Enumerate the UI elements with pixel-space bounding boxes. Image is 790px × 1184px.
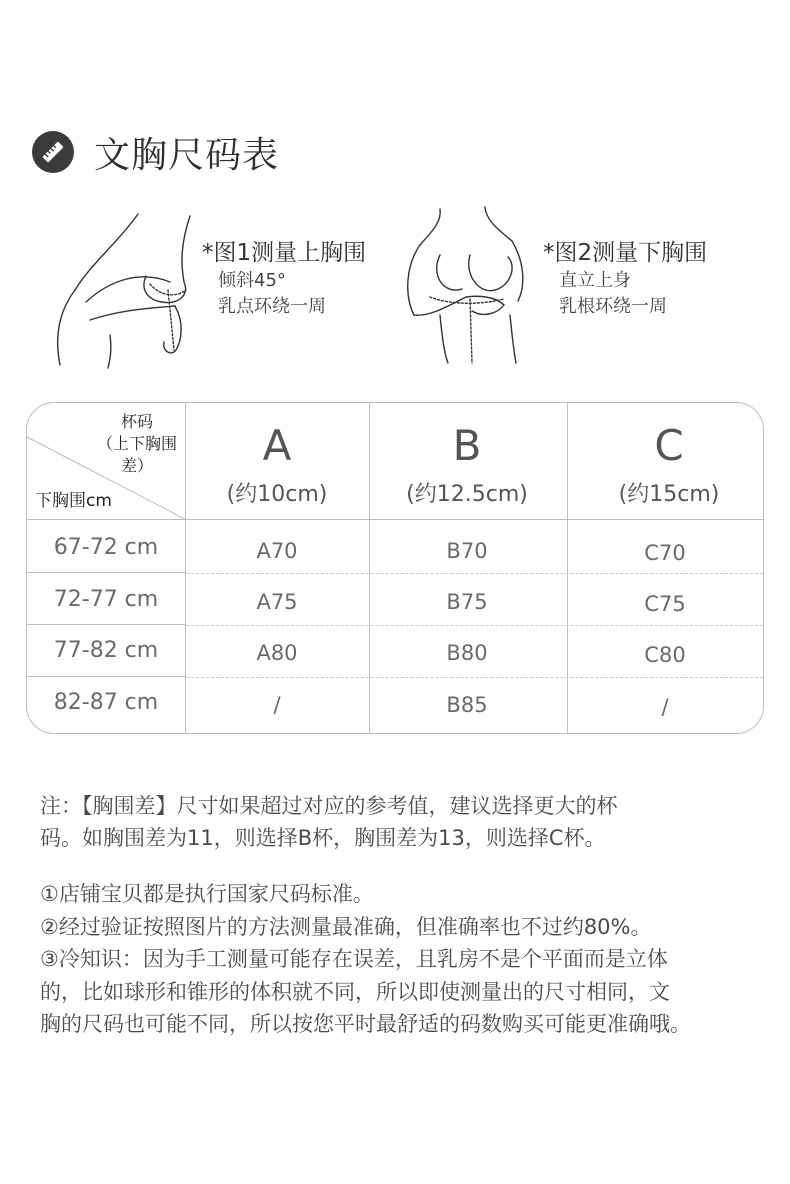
size-table — [26, 402, 764, 734]
info-list — [40, 878, 780, 1041]
cup-b-diff: (约12.5cm) — [406, 482, 528, 507]
band-row-2: 72-77 cm — [53, 587, 159, 612]
list-item: ③冷知识：因为手工测量可能存在误差，且乳房不是个平面而是立体 — [40, 947, 668, 971]
cell-row2-c: C75 — [644, 592, 686, 616]
corner-header-band: 下胸围cm — [35, 491, 112, 511]
ruler-icon — [32, 131, 74, 173]
list-item: 的，比如球形和锥形的体积就不同，所以即使测量出的尺寸相同，文 — [40, 979, 670, 1004]
cell-row3-c: C80 — [644, 643, 686, 667]
cell-row3-a: A80 — [256, 641, 298, 665]
list-item: ②经过验证按照图片的方法测量最准确，但准确率也不过约80%。 — [40, 914, 652, 939]
list-item: 胸的尺码也可能不同，所以按您平时最舒适的码数购买可能更准确哦。 — [40, 1012, 691, 1036]
figure2-caption — [543, 238, 707, 320]
figure2-line-1: 直立上身 — [559, 270, 631, 291]
figure1-line-2: 乳点环绕一周 — [218, 296, 326, 317]
band-row-1: 67-72 cm — [53, 535, 159, 560]
cell-row1-c: C70 — [644, 541, 686, 565]
cell-row4-a: / — [273, 693, 281, 717]
figure1-caption — [202, 238, 366, 320]
title-row — [32, 128, 279, 176]
page-title: 文胸尺码表 — [94, 134, 280, 176]
cup-c-diff: (约15cm) — [618, 482, 720, 507]
cell-row4-c: / — [661, 695, 669, 719]
cell-row3-b: B80 — [446, 641, 488, 665]
cup-a-diff: (约10cm) — [226, 482, 328, 507]
note-paragraph — [40, 790, 760, 854]
band-row-4: 82-87 cm — [53, 690, 159, 715]
figure2-title: *图2测量下胸围 — [543, 240, 708, 266]
cell-row2-a: A75 — [256, 590, 298, 614]
figure2-line-2: 乳根环绕一周 — [559, 296, 667, 317]
cell-row2-b: B75 — [446, 590, 488, 614]
list-item: ①店铺宝贝都是执行国家尺码标准。 — [40, 882, 374, 906]
corner-cup-label: 杯码 — [120, 412, 153, 431]
figure1-illustration — [50, 210, 200, 370]
cup-a-letter: A — [262, 421, 292, 470]
cell-row1-a: A70 — [256, 539, 298, 563]
cup-c-letter: C — [654, 421, 684, 470]
band-row-3: 77-82 cm — [53, 638, 159, 663]
note-line-2: 码。如胸围差为11，则选择B杯，胸围差为13，则选择C杯。 — [40, 826, 606, 850]
cup-b-letter: B — [452, 421, 482, 470]
figure1-title: *图1测量上胸围 — [202, 240, 367, 266]
cell-row4-b: B85 — [446, 693, 488, 717]
figure1-line-1: 倾斜45° — [218, 270, 286, 291]
cell-row1-b: B70 — [446, 539, 488, 563]
figure2-illustration — [400, 205, 535, 365]
corner-cup-diff-label: （上下胸围差） — [96, 434, 177, 475]
note-line-1: 注：【胸围差】尺寸如果超过对应的参考值，建议选择更大的杯 — [40, 794, 618, 818]
corner-header-cup — [87, 411, 187, 477]
